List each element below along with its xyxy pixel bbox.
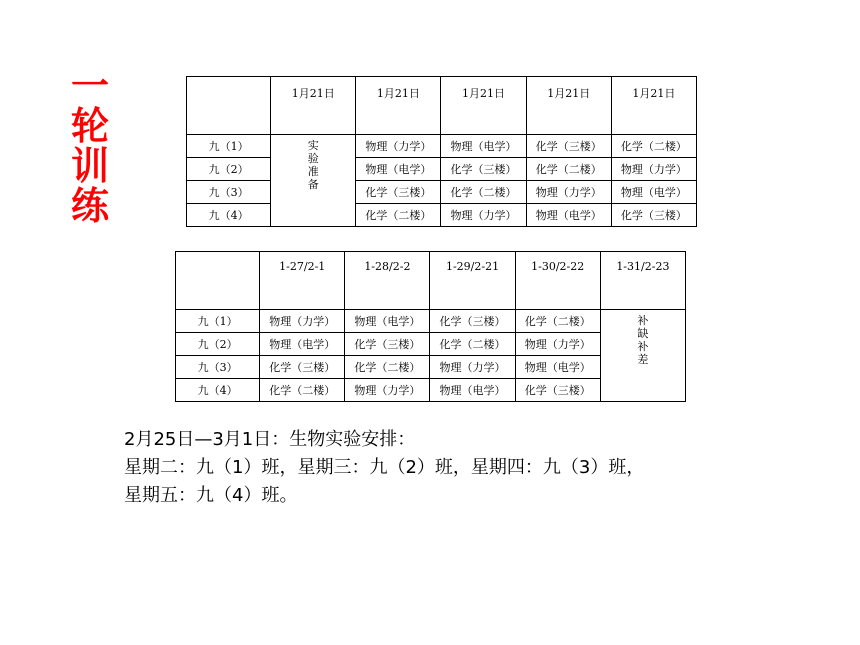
table-cell: 物理（电学） [430, 379, 515, 402]
table-cell: 物理（电学） [526, 204, 611, 227]
table-row [187, 204, 697, 227]
table-header-row [176, 252, 686, 310]
merged-char: 备 [307, 178, 319, 191]
table-cell: 物理（电学） [345, 310, 430, 333]
side-title [68, 66, 112, 226]
table-cell: 化学（三楼） [515, 379, 600, 402]
table-cell: 物理（力学） [441, 204, 526, 227]
class-cell: 九（1） [176, 310, 260, 333]
table-cell: 物理（力学） [430, 356, 515, 379]
table-cell: 物理（力学） [515, 333, 600, 356]
header-cell [187, 77, 271, 135]
merged-char: 补 [637, 340, 649, 353]
table-row [187, 135, 697, 158]
table-cell: 化学（三楼） [345, 333, 430, 356]
side-title-char: 一 [70, 64, 109, 108]
table-cell: 化学（二楼） [260, 379, 345, 402]
header-cell: 1-30/2-22 [515, 252, 600, 310]
merged-char: 差 [637, 353, 649, 366]
side-title-char: 训 [70, 144, 109, 188]
header-cell: 1月21日 [271, 77, 356, 135]
class-cell: 九（2） [176, 333, 260, 356]
table-cell: 物理（力学） [260, 310, 345, 333]
header-cell: 1-31/2-23 [600, 252, 685, 310]
table-cell: 化学（三楼） [526, 135, 611, 158]
merged-char: 准 [307, 165, 319, 178]
table-row [187, 181, 697, 204]
table-cell: 化学（二楼） [345, 356, 430, 379]
class-cell: 九（4） [187, 204, 271, 227]
table-cell: 物理（电学） [515, 356, 600, 379]
experiment-prep-cell [271, 135, 356, 227]
table-cell: 物理（电学） [260, 333, 345, 356]
class-cell: 九（4） [176, 379, 260, 402]
table-cell: 物理（力学） [611, 158, 696, 181]
table-cell: 物理（力学） [356, 135, 441, 158]
table-cell: 化学（二楼） [526, 158, 611, 181]
notice-line: 星期二：九（1）班，星期三：九（2）班，星期四：九（3）班， [124, 457, 645, 478]
header-cell: 1月21日 [441, 77, 526, 135]
class-cell: 九（2） [187, 158, 271, 181]
table-cell: 物理（力学） [345, 379, 430, 402]
merged-char: 缺 [637, 327, 649, 340]
table-row [187, 158, 697, 181]
side-title-char: 练 [70, 184, 109, 228]
header-cell: 1-29/2-21 [430, 252, 515, 310]
header-cell: 1-28/2-2 [345, 252, 430, 310]
biology-notice [124, 426, 844, 510]
schedule-table-1 [186, 76, 697, 227]
table-cell: 化学（三楼） [430, 310, 515, 333]
table-cell: 化学（二楼） [441, 181, 526, 204]
notice-line: 星期五：九（4）班。 [124, 485, 298, 506]
header-cell: 1-27/2-1 [260, 252, 345, 310]
side-title-char: 轮 [70, 104, 109, 148]
table-cell: 物理（力学） [526, 181, 611, 204]
header-cell: 1月21日 [611, 77, 696, 135]
table-cell: 化学（二楼） [515, 310, 600, 333]
merged-char: 补 [637, 314, 649, 327]
table-cell: 物理（电学） [611, 181, 696, 204]
header-cell: 1月21日 [356, 77, 441, 135]
table-cell: 化学（三楼） [356, 181, 441, 204]
table-cell: 化学（二楼） [356, 204, 441, 227]
table-row [176, 310, 686, 333]
table-cell: 化学（二楼） [430, 333, 515, 356]
merged-char: 验 [307, 152, 319, 165]
table-cell: 化学（二楼） [611, 135, 696, 158]
merged-char: 实 [307, 139, 319, 152]
table-header-row [187, 77, 697, 135]
class-cell: 九（3） [187, 181, 271, 204]
schedule-table-2 [175, 251, 686, 402]
makeup-cell [600, 310, 685, 402]
table-cell: 物理（电学） [441, 135, 526, 158]
table-cell: 化学（三楼） [441, 158, 526, 181]
class-cell: 九（1） [187, 135, 271, 158]
table-cell: 化学（三楼） [260, 356, 345, 379]
header-cell: 1月21日 [526, 77, 611, 135]
table-cell: 化学（三楼） [611, 204, 696, 227]
notice-line: 2月25日—3月1日：生物实验安排： [124, 429, 416, 450]
class-cell: 九（3） [176, 356, 260, 379]
table-cell: 物理（电学） [356, 158, 441, 181]
header-cell [176, 252, 260, 310]
